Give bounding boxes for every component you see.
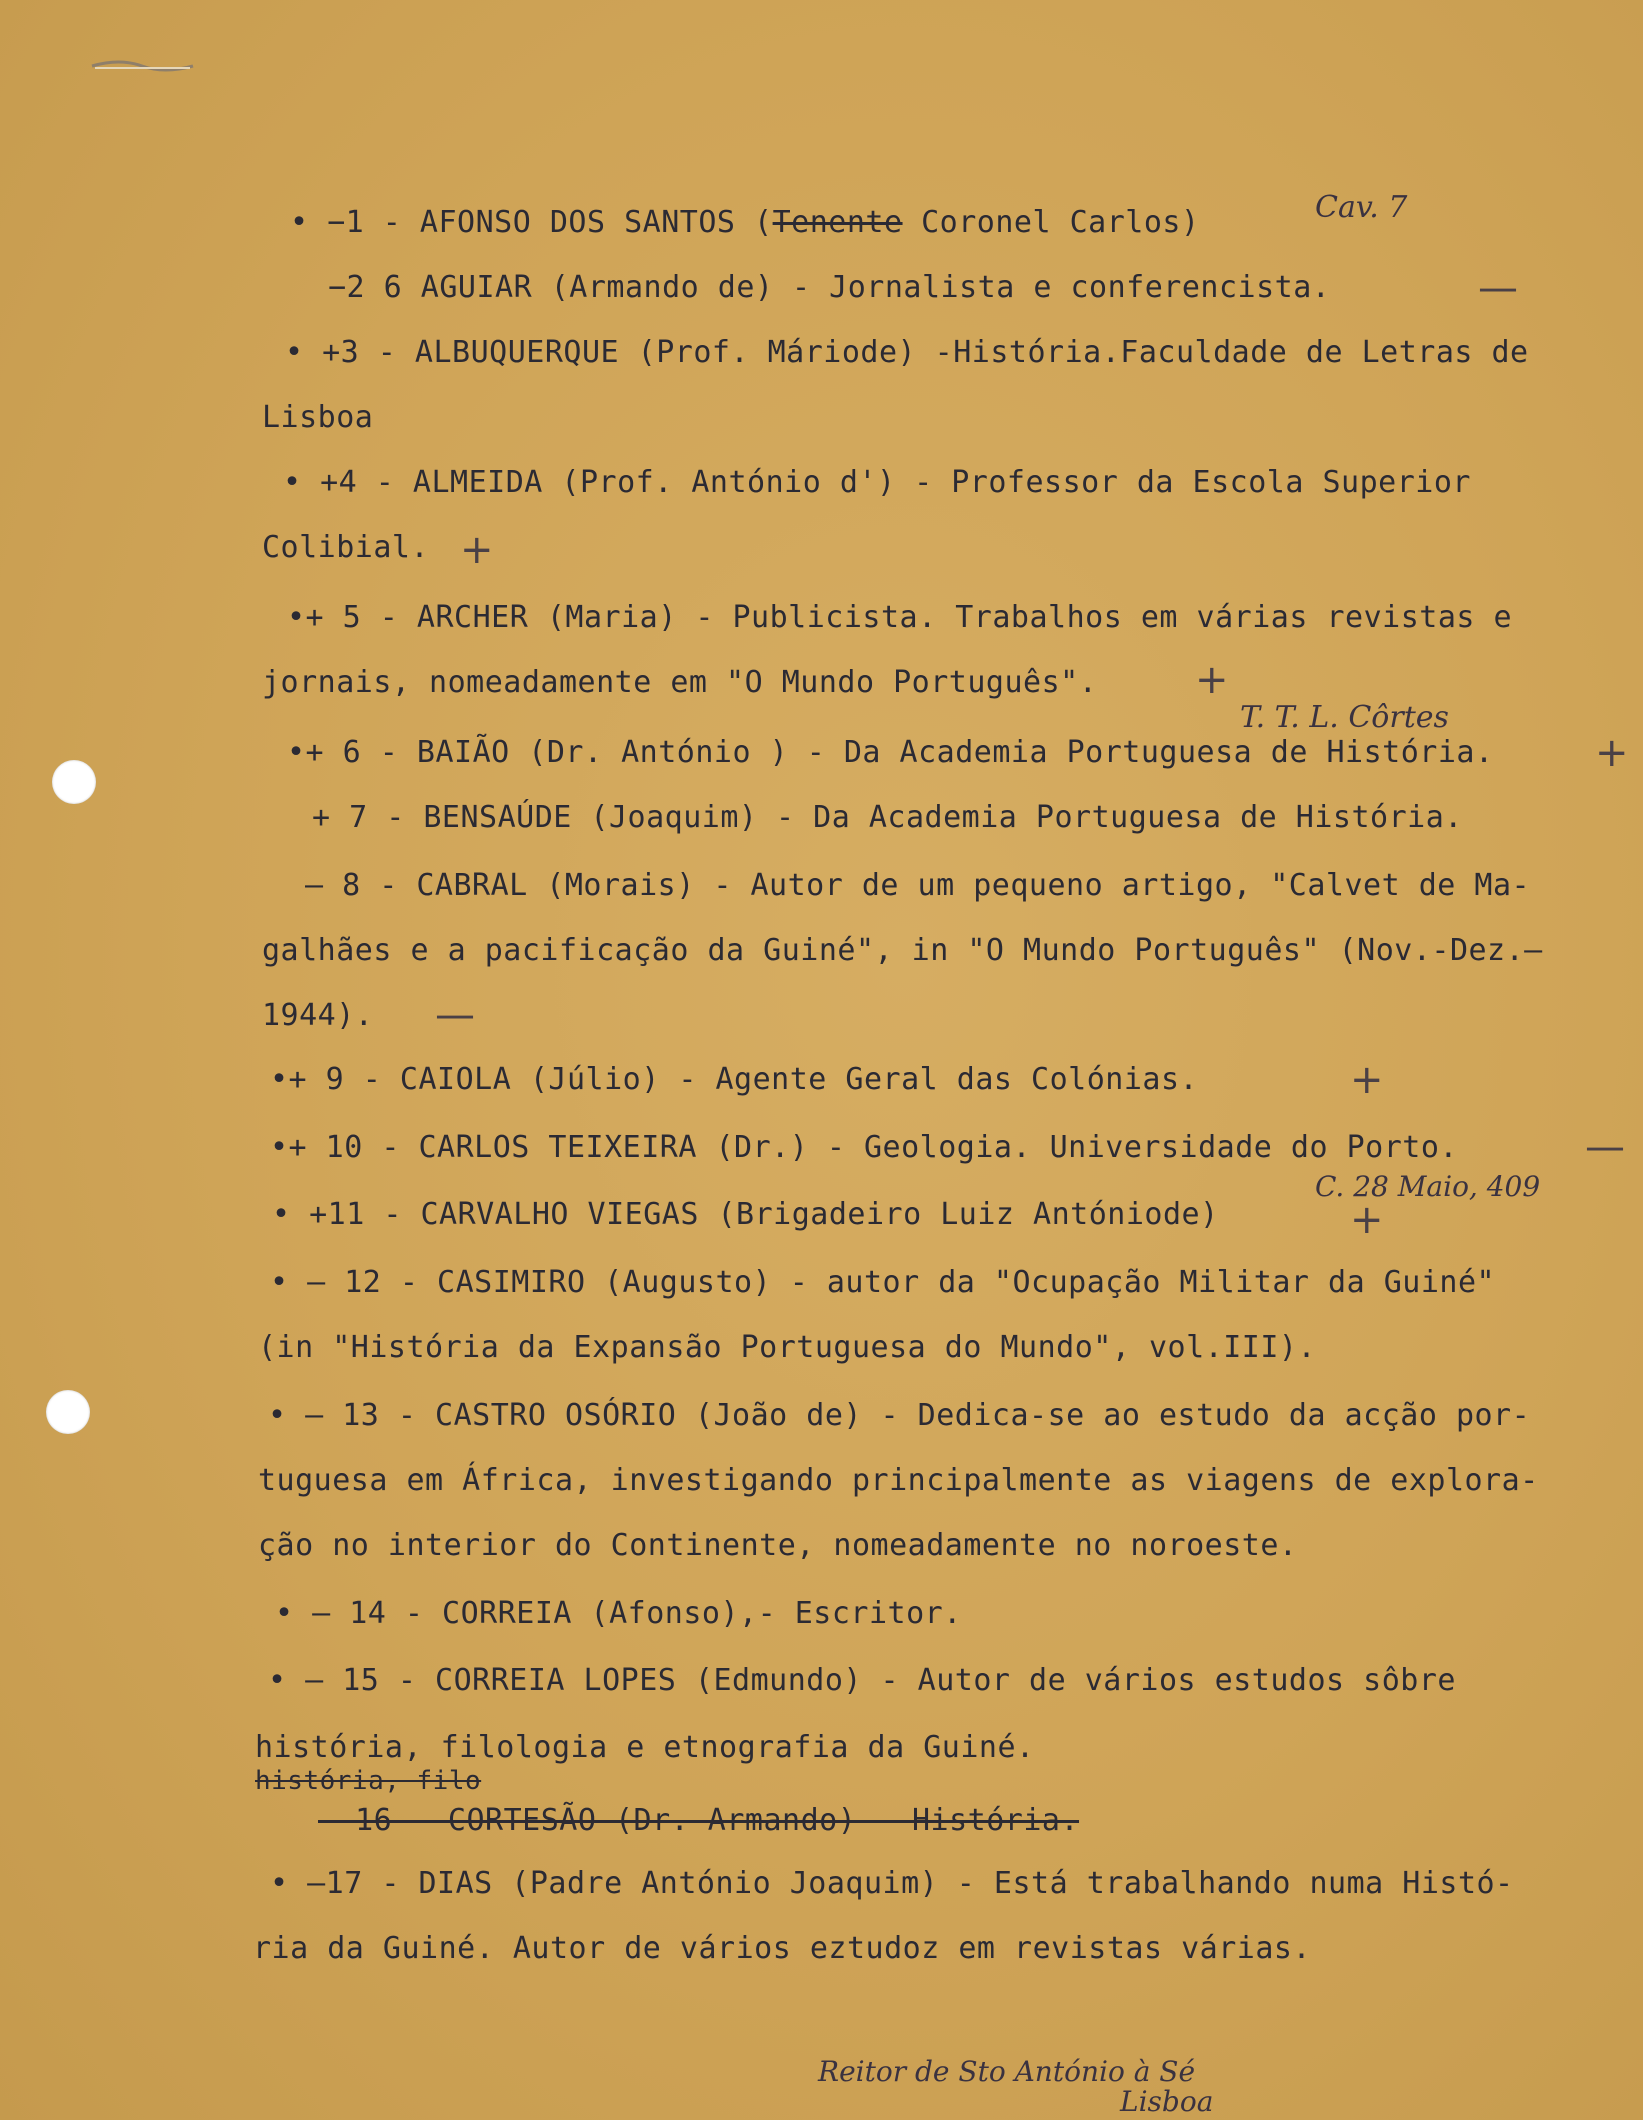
entry-line-16-struck: — 16 - CORTESÃO (Dr. Armando) - História.	[318, 1803, 1080, 1838]
margin-dash-mark: —	[435, 992, 475, 1038]
entry-line-6: •+ 6 - BAIÃO (Dr. António ) - Da Academia Portuguesa de História.	[287, 735, 1494, 770]
entry-line-8c: 1944).	[262, 998, 374, 1033]
entry-line-9: •+ 9 - CAIOLA (Júlio) - Agente Geral das Colónias.	[270, 1062, 1199, 1097]
entry-line-13: • — 13 - CASTRO OSÓRIO (João de) - Dedica-se ao estudo da acção por-	[268, 1398, 1531, 1433]
staple-mark	[90, 58, 195, 74]
entry-line-4: • +4 - ALMEIDA (Prof. António d') - Professor da Escola Superior	[283, 465, 1471, 500]
entry-line-13c: ção no interior do Continente, nomeadamente no noroeste.	[258, 1528, 1298, 1563]
margin-plus-mark: +	[1195, 657, 1229, 703]
margin-plus-mark: +	[1595, 730, 1629, 776]
entry-line-7: + 7 - BENSAÚDE (Joaquim) - Da Academia Portuguesa de História.	[312, 800, 1463, 835]
entry-line-3: • +3 - ALBUQUERQUE (Prof. Máriode) -História.Faculdade de Letras de	[285, 335, 1529, 370]
entry-line-14: • — 14 - CORREIA (Afonso),- Escritor.	[275, 1596, 962, 1631]
entry-line-1: • −1 - AFONSO DOS SANTOS (Tenente Coronel Carlos)	[290, 205, 1200, 240]
entry-line-5: •+ 5 - ARCHER (Maria) - Publicista. Trabalhos em várias revistas e	[287, 600, 1513, 635]
entry-line-5b: jornais, nomeadamente em "O Mundo Português".	[262, 665, 1098, 700]
handwritten-reitor: Reitor de Sto António à Sé	[818, 2055, 1196, 2088]
entry-line-4b: Colibial.	[262, 530, 430, 565]
margin-dash-mark: —	[1478, 265, 1518, 311]
entry-line-15b: história, filologia e etnografia da Guiné.	[255, 1730, 1035, 1765]
entry-line-8b: galhães e a pacificação da Guiné", in "O Mundo Português" (Nov.-Dez.—	[262, 933, 1543, 968]
margin-plus-mark: +	[1350, 1057, 1384, 1103]
punch-hole-lower	[46, 1390, 90, 1434]
margin-plus-mark: +	[460, 527, 494, 573]
handwritten-cav: Cav. 7	[1315, 190, 1408, 225]
entry-line-2: −2 6 AGUIAR (Armando de) - Jornalista e conferencista.	[328, 270, 1331, 305]
entry-line-13b: tuguesa em África, investigando principalmente as viagens de explora-	[258, 1463, 1539, 1498]
entry-line-8: — 8 - CABRAL (Morais) - Autor de um pequeno artigo, "Calvet de Ma-	[305, 868, 1531, 903]
entry-line-12b: (in "História da Expansão Portuguesa do Mundo", vol.III).	[258, 1330, 1317, 1365]
entry-line-3b: Lisboa	[262, 400, 374, 435]
handwritten-tt-cortes: T. T. L. Côrtes	[1240, 700, 1449, 735]
handwritten-date: C. 28 Maio, 409	[1315, 1170, 1541, 1203]
entry-line-11: • +11 - CARVALHO VIEGAS (Brigadeiro Luiz Antóniode)	[272, 1197, 1219, 1232]
handwritten-lisboa: Lisboa	[1120, 2085, 1214, 2118]
margin-dash-mark: —	[1585, 1124, 1625, 1170]
entry-line-15: • — 15 - CORREIA LOPES (Edmundo) - Autor de vários estudos sôbre	[268, 1663, 1456, 1698]
struck-fragment: história, filo	[255, 1766, 482, 1796]
margin-plus-mark: +	[1350, 1197, 1384, 1243]
entry-line-12: • — 12 - CASIMIRO (Augusto) - autor da "Ocupação Militar da Guiné"	[270, 1265, 1496, 1300]
entry-line-17: • —17 - DIAS (Padre António Joaquim) - Está trabalhando numa Histó-	[270, 1866, 1514, 1901]
entry-line-17b: ria da Guiné. Autor de vários eztudoz em revistas várias.	[253, 1931, 1312, 1966]
entry-line-10: •+ 10 - CARLOS TEIXEIRA (Dr.) - Geologia. Universidade do Porto.	[270, 1130, 1458, 1165]
punch-hole-upper	[52, 760, 96, 804]
